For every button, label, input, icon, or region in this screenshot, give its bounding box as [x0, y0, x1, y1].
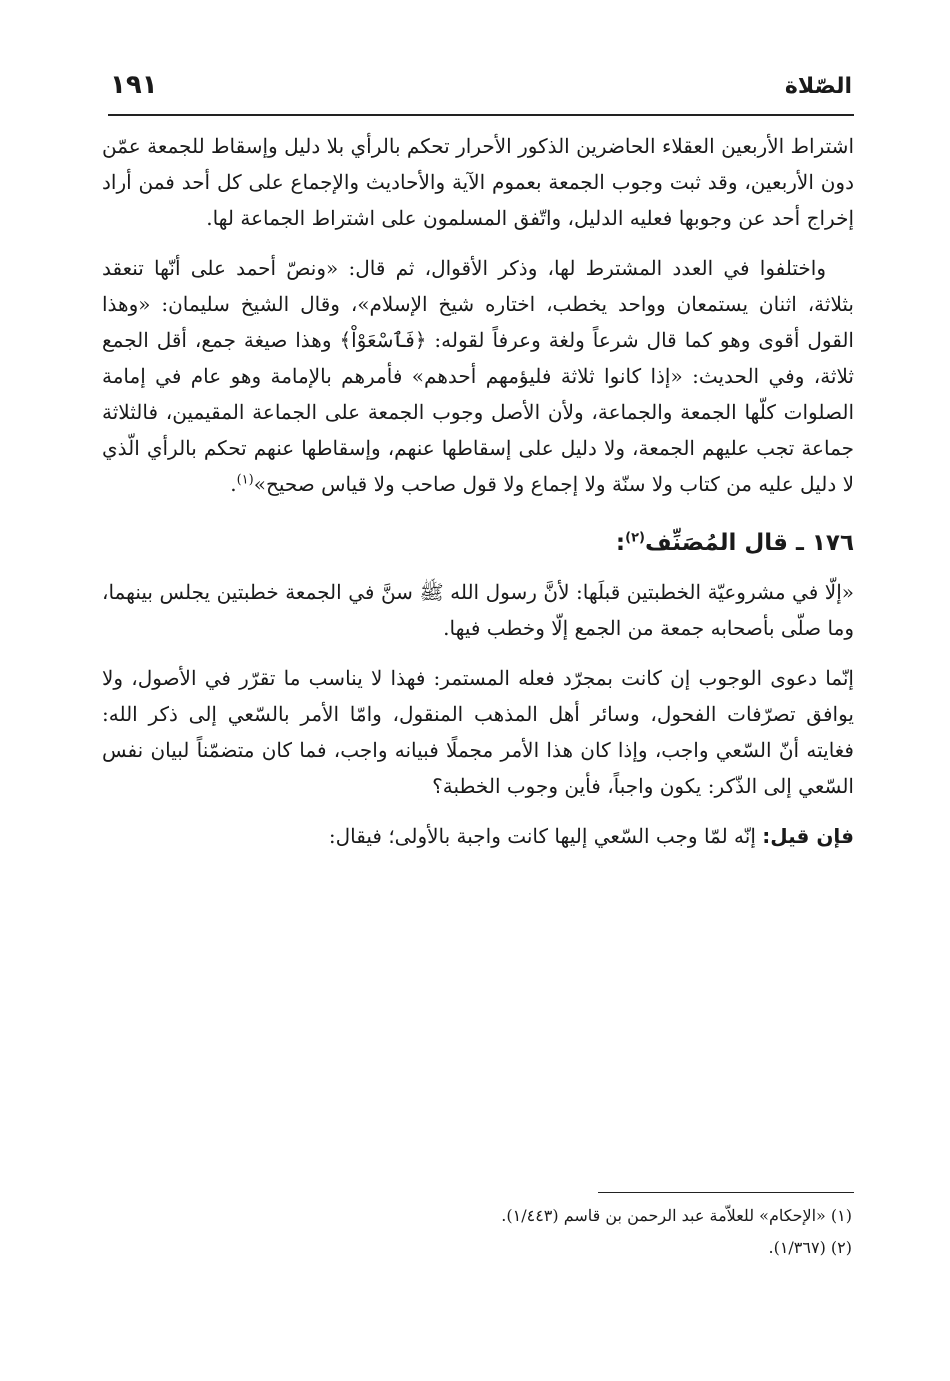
- chapter-title: الصّلاة: [784, 74, 852, 99]
- paragraph-5-lead: فإن قيل:: [762, 824, 854, 848]
- page-number: ١٩١: [110, 70, 158, 100]
- section-heading: [102, 524, 854, 562]
- footnote-divider: [598, 1192, 854, 1193]
- footnote-2: (٢) (١/٣٦٧).: [768, 1238, 852, 1257]
- footnote-1: (١) «الإحكام» للعلاّمة عبد الرحمن بن قاسم (١/٤٤٣).: [501, 1206, 852, 1225]
- paragraph-2: [102, 250, 854, 502]
- header-divider: [108, 114, 854, 116]
- footnote-ref-1: (١): [236, 472, 254, 488]
- paragraph-5: [102, 818, 854, 854]
- paragraph-2-end: .: [230, 472, 237, 496]
- paragraph-3: «إلّا في مشروعيّة الخطبتين قبلَها: لأنَّ رسول الله ﷺ سنَّ في الجمعة خطبتين يجلس بينهما، وما صلّى بأصحابه جمعة من الجمع إلّا وخطب فيها.: [102, 580, 854, 640]
- section-heading-text: ١٧٦ ـ قال المُصَنِّف: [644, 530, 854, 556]
- page-header: [110, 68, 852, 108]
- footnotes: [300, 1200, 852, 1264]
- paragraph-5-text: إنّه لمّا وجب السّعي إليها كانت واجبة بالأولى؛ فيقال:: [328, 824, 763, 848]
- paragraph-4: إنّما دعوى الوجوب إن كانت بمجرّد فعله المستمر: فهذا لا يناسب ما تقرّر في الأصول، ولا يوافق تصرّفات الفحول، وسائر أهل المذهب المنقول، وامّا الأمر بالسّعي إلى ذكر الله: فغايته أنّ السّعي واجب، وإذا كان هذا الأمر مجملًا فبيانه واجب، فما كان متضمّناً لبيان نفس السّعي إلى الذّكر: يكون واجباً، فأين وجوب الخطبة؟: [102, 666, 854, 798]
- section-heading-end: :: [615, 530, 626, 556]
- footnote-ref-2: (٢): [625, 530, 645, 546]
- main-text: [102, 128, 854, 868]
- paragraph-2-text: واختلفوا في العدد المشترط لها، وذكر الأقوال، ثم قال: «ونصّ أحمد على أنّها تنعقد بثلاثة، اثنان يستمعان وواحد يخطب، اختاره شيخ الإسلام»، وقال الشيخ سليمان: «وهذا القول أقوى وهو كما قال شرعاً ولغة وعرفاً لقوله: ﴿فَٱسْعَوْاْ﴾ وهذا صيغة جمع، أقل الجمع ثلاثة، وفي الحديث: «إذا كانوا ثلاثة فليؤمهم أحدهم» فأمرهم بالإمامة وهو عام في إمامة الصلوات كلّها الجمعة والجماعة، ولأن الأصل وجوب الجمعة على الجماعة المقيمين، فالثلاثة جماعة تجب عليهم الجمعة، ولا دليل على إسقاطها عنهم، وإسقاطها عنهم تحكم بالرأي الّذي لا دليل عليه من كتاب ولا سنّة ولا إجماع ولا قول صاحب ولا قياس صحيح»: [102, 256, 854, 496]
- paragraph-1: اشتراط الأربعين العقلاء الحاضرين الذكور الأحرار تحكم بالرأي بلا دليل وإسقاط للجمعة عمّن دون الأربعين، وقد ثبت وجوب الجمعة بعموم الآية والأحاديث والإجماع على كل أحد فمن أراد إخراج أحد عن وجوبها فعليه الدليل، واتّفق المسلمون على اشتراط الجماعة لها.: [102, 134, 854, 230]
